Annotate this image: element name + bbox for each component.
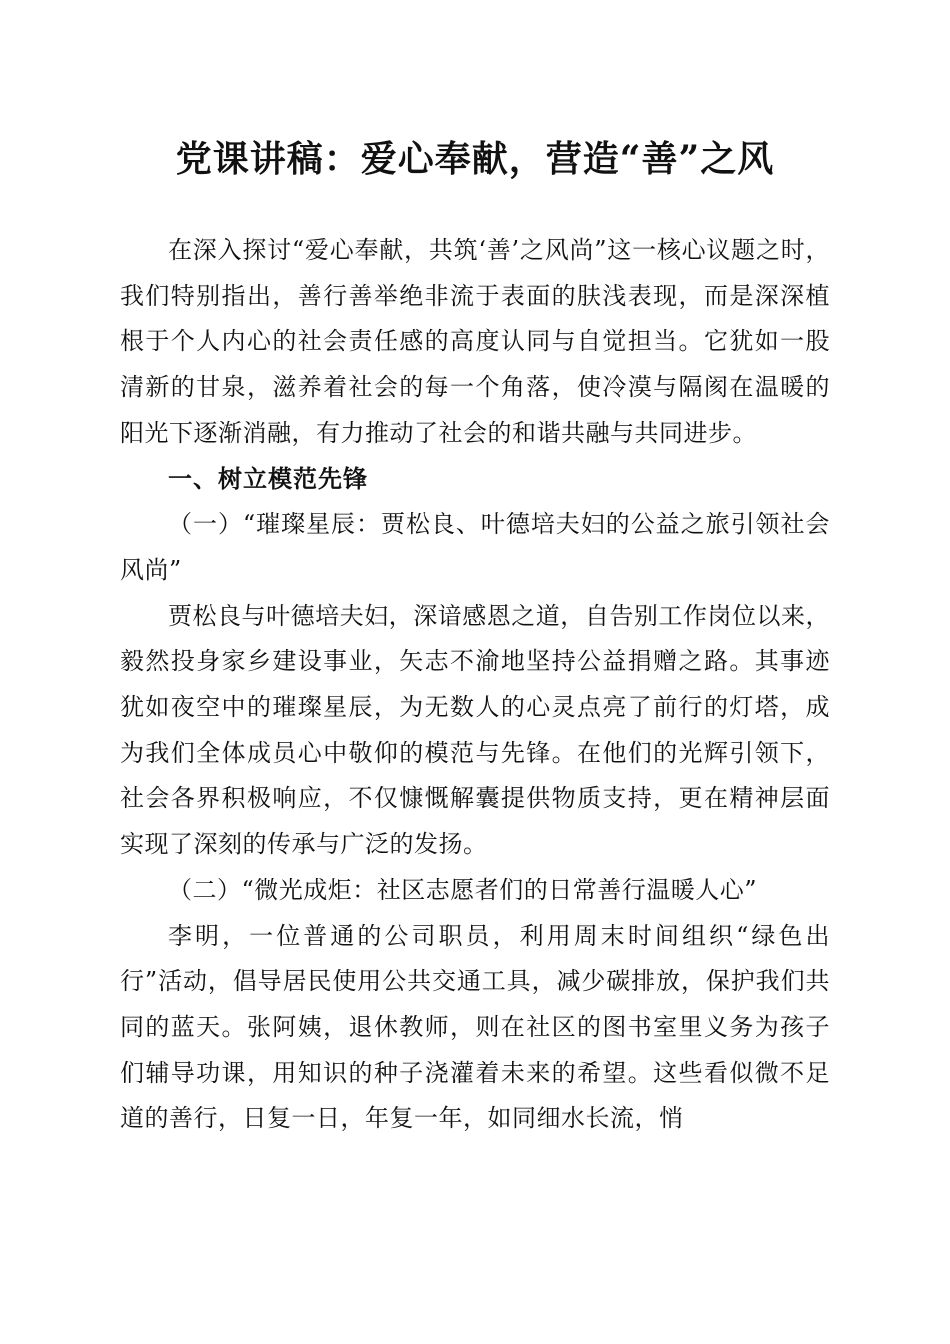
subsection-heading: （一）“璀璨星辰：贾松良、叶德培夫妇的公益之旅引领社会风尚” (120, 510, 830, 584)
section-heading: 一、树立模范先锋 (168, 464, 368, 493)
body-paragraph: 贾松良与叶德培夫妇，深谙感恩之道，自告别工作岗位以来，毅然投身家乡建设事业，矢志不渝地坚持公益捐赠之路。其事迹犹如夜空中的璀璨星辰，为无数人的心灵点亮了前行的灯塔，成为我们全体成员心中敬仰的模范与先锋。在他们的光辉引领下，社会各界积极响应，不仅慷慨解囊提供物质支持，更在精神层面实现了深刻的传承与广泛的发扬。 (120, 601, 830, 859)
intro-paragraph: 在深入探讨“爱心奉献，共筑‘善’之风尚”这一核心议题之时，我们特别指出，善行善举绝非流于表面的肤浅表现，而是深深植根于个人内心的社会责任感的高度认同与自觉担当。它犹如一股清新的甘泉，滋养着社会的每一个角落，使冷漠与隔阂在温暖的阳光下逐渐消融，有力推动了社会的和谐共融与共同进步。 (120, 236, 830, 447)
document-title: 党课讲稿：爱心奉献，营造“善”之风 (175, 138, 775, 180)
document-body (120, 228, 830, 1142)
subsection-heading: （二）“微光成炬：社区志愿者们的日常善行温暖人心” (168, 875, 758, 904)
body-paragraph: 李明，一位普通的公司职员，利用周末时间组织“绿色出行”活动，倡导居民使用公共交通工具，减少碳排放，保护我们共同的蓝天。张阿姨，退休教师，则在社区的图书室里义务为孩子们辅导功课，用知识的种子浇灌着未来的希望。这些看似微不足道的善行，日复一日，年复一年，如同细水长流，悄 (120, 921, 830, 1133)
